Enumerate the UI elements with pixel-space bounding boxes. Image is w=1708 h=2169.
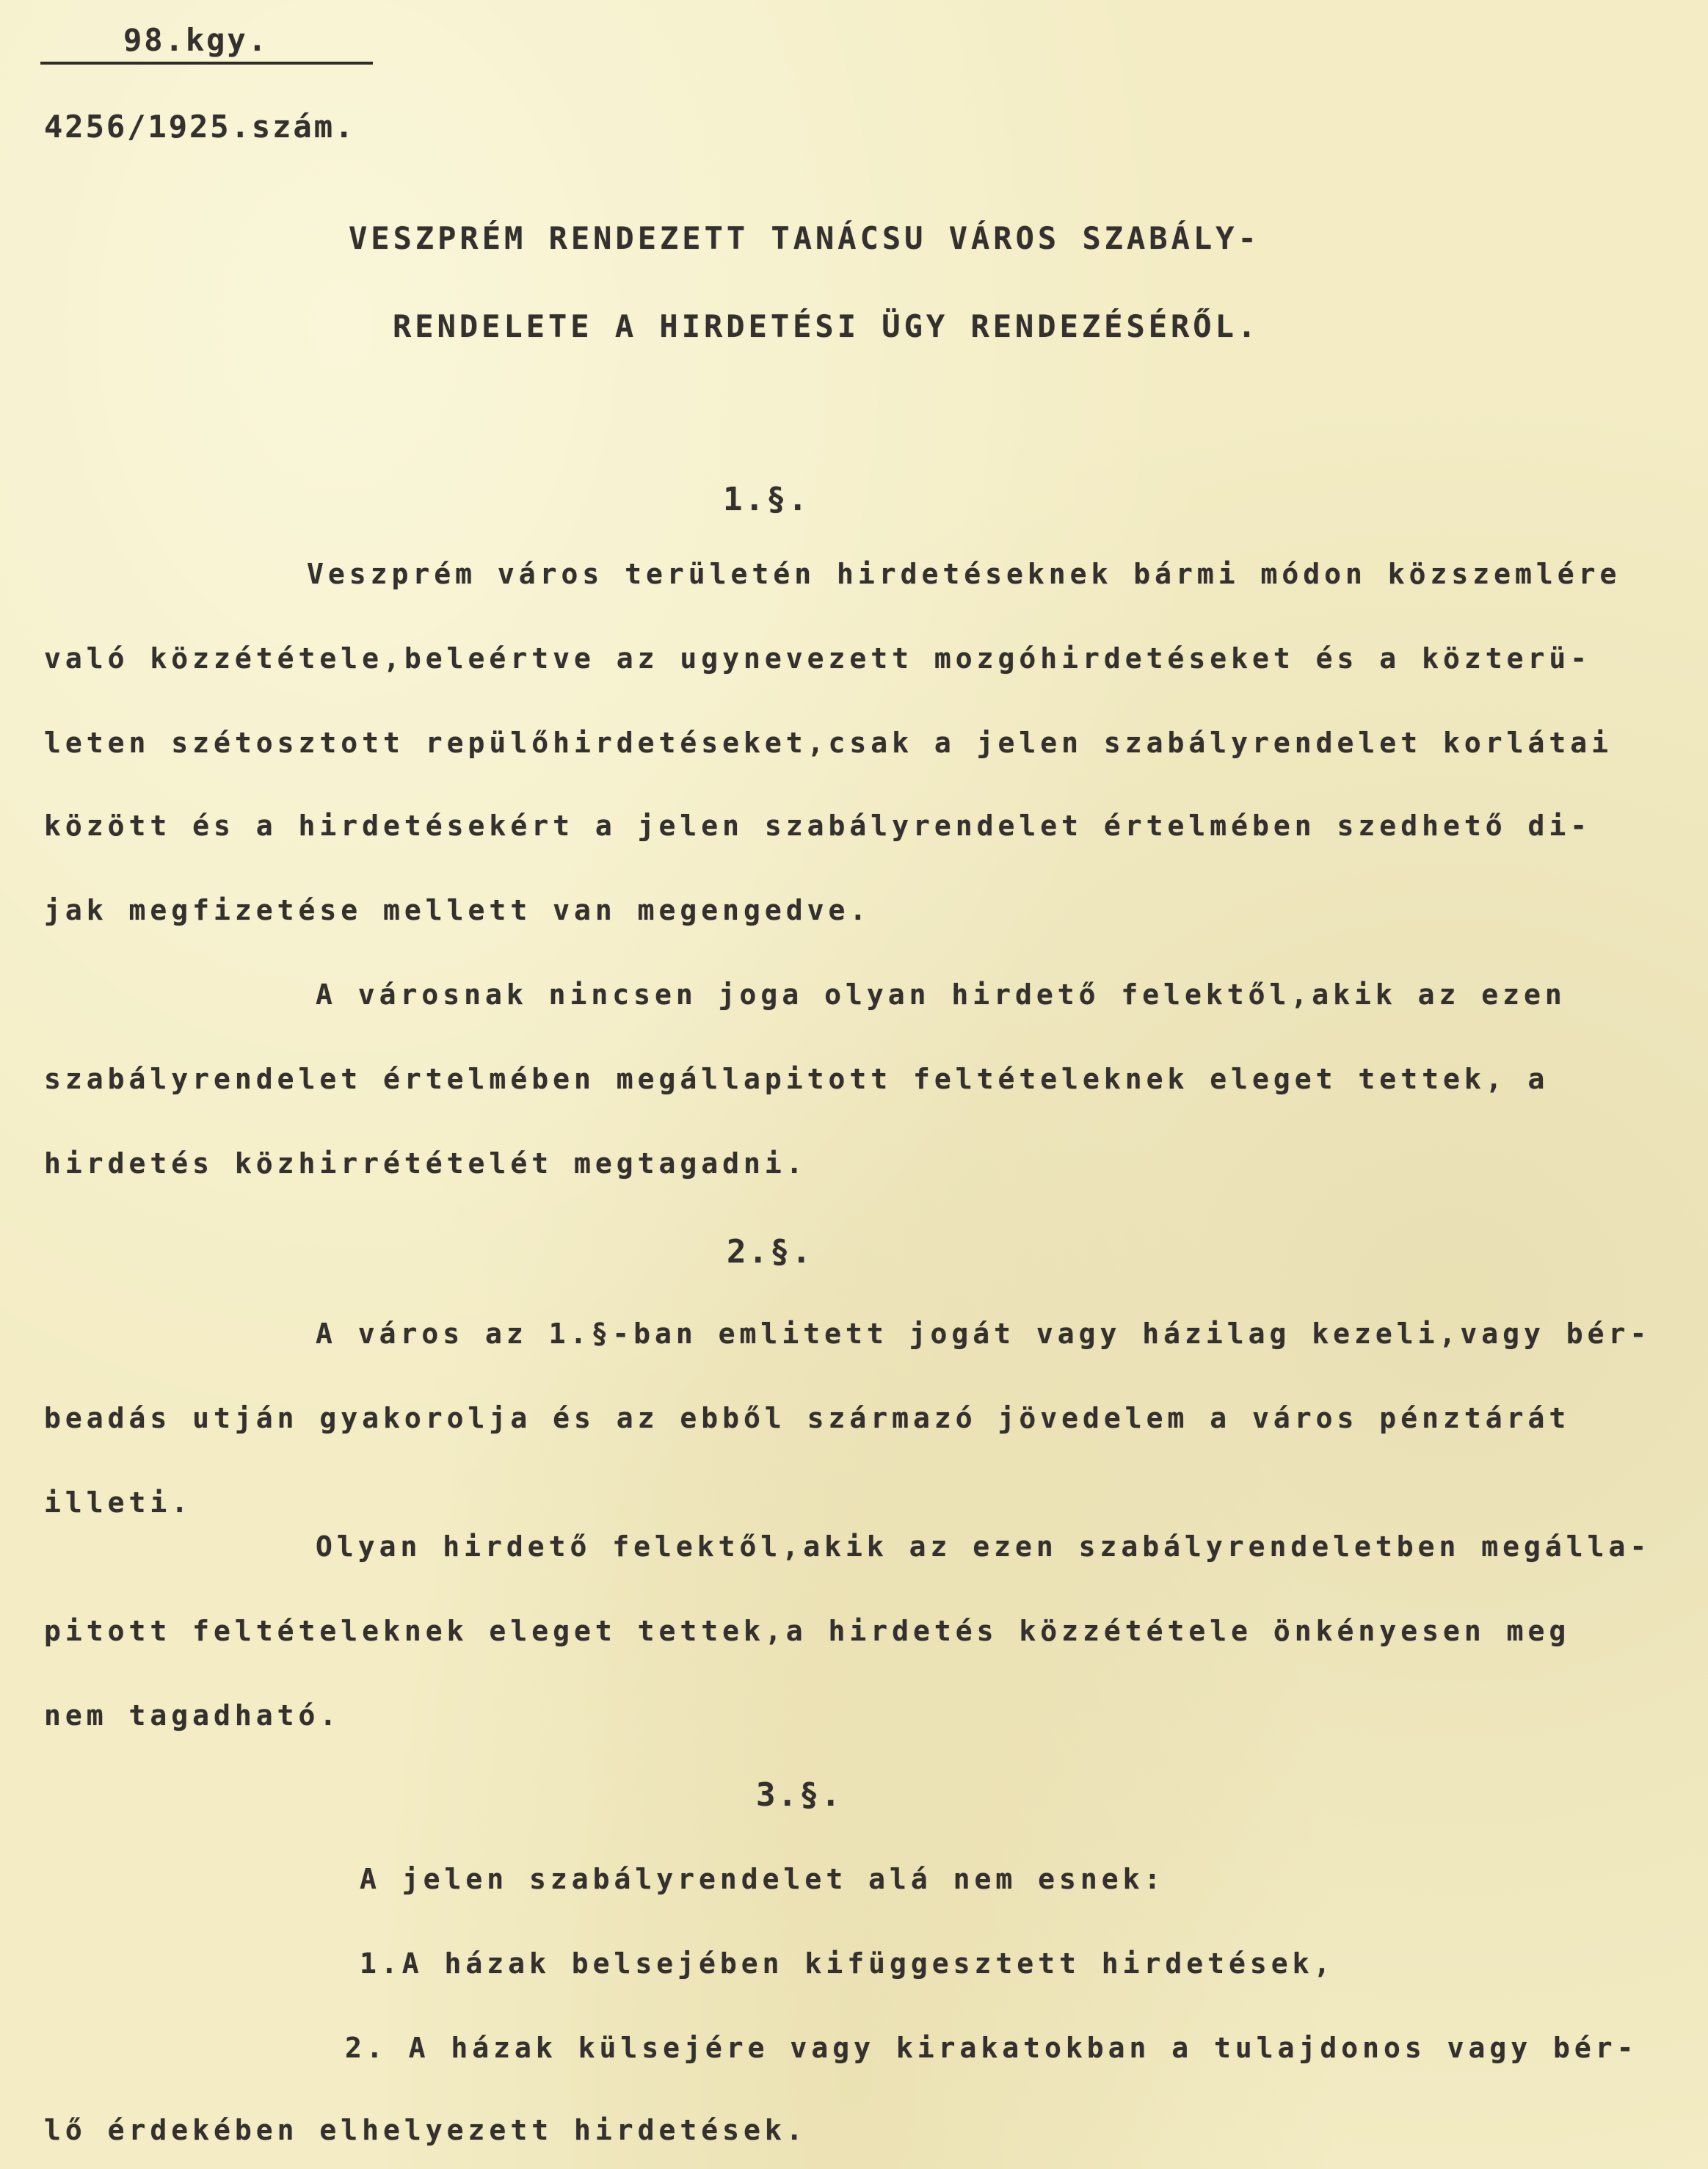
- section-2-line-6: nem tagadható.: [44, 1699, 341, 1732]
- section-1-line-4: között és a hirdetésekért a jelen szabályrendelet értelmében szedhető di-: [44, 810, 1592, 842]
- document-title-line-1: VESZPRÉM RENDEZETT TANÁCSU VÁROS SZABÁLY-: [349, 220, 1260, 256]
- section-3-line-2: 1.A házak belsejében kifüggesztett hirdetések,: [360, 1947, 1335, 1980]
- section-2-line-1: A város az 1.§-ban emlitett jogát vagy házilag kezeli,vagy bér-: [316, 1318, 1651, 1350]
- section-2-line-5: pitott feltételeknek eleget tettek,a hirdetés közzététele önkényesen meg: [44, 1615, 1571, 1647]
- section-1-line-6: A városnak nincsen joga olyan hirdető felektől,akik az ezen: [316, 978, 1566, 1011]
- section-3-heading: 3.§.: [756, 1776, 843, 1814]
- section-2-line-4: Olyan hirdető felektől,akik az ezen szabályrendeletben megálla-: [316, 1530, 1651, 1563]
- section-2-line-3: illeti.: [44, 1486, 193, 1519]
- section-2-heading: 2.§.: [727, 1233, 813, 1271]
- section-1-line-2: való közzététele,beleértve az ugynevezett mozgóhirdetéseket és a közterü-: [44, 642, 1592, 675]
- file-number: 4256/1925.szám.: [44, 109, 356, 145]
- document-title-line-2: RENDELETE A HIRDETÉSI ÜGY RENDEZÉSÉRŐL.: [393, 308, 1260, 344]
- section-3-line-3: 2. A házak külsejére vagy kirakatokban a tulajdonos vagy bér-: [345, 2032, 1638, 2064]
- section-1-line-1: Veszprém város területén hirdetéseknek bármi módon közszemlére: [307, 558, 1621, 590]
- reference-underline: [40, 62, 373, 65]
- section-3-line-1: A jelen szabályrendelet alá nem esnek:: [360, 1863, 1166, 1895]
- section-1-line-8: hirdetés közhirrétételét megtagadni.: [44, 1147, 807, 1180]
- section-2-line-2: beadás utján gyakorolja és az ebből származó jövedelem a város pénztárát: [44, 1402, 1571, 1434]
- section-1-line-3: leten szétosztott repülőhirdetéseket,csak a jelen szabályrendelet korlátai: [44, 727, 1613, 759]
- section-3-line-4: lő érdekében elhelyezett hirdetések.: [44, 2114, 807, 2146]
- reference-number: 98.kgy.: [123, 22, 269, 58]
- section-1-line-5: jak megfizetése mellett van megengedve.: [44, 894, 871, 926]
- section-1-heading: 1.§.: [723, 481, 810, 518]
- section-1-line-7: szabályrendelet értelmében megállapitott feltételeknek eleget tettek, a: [44, 1063, 1549, 1095]
